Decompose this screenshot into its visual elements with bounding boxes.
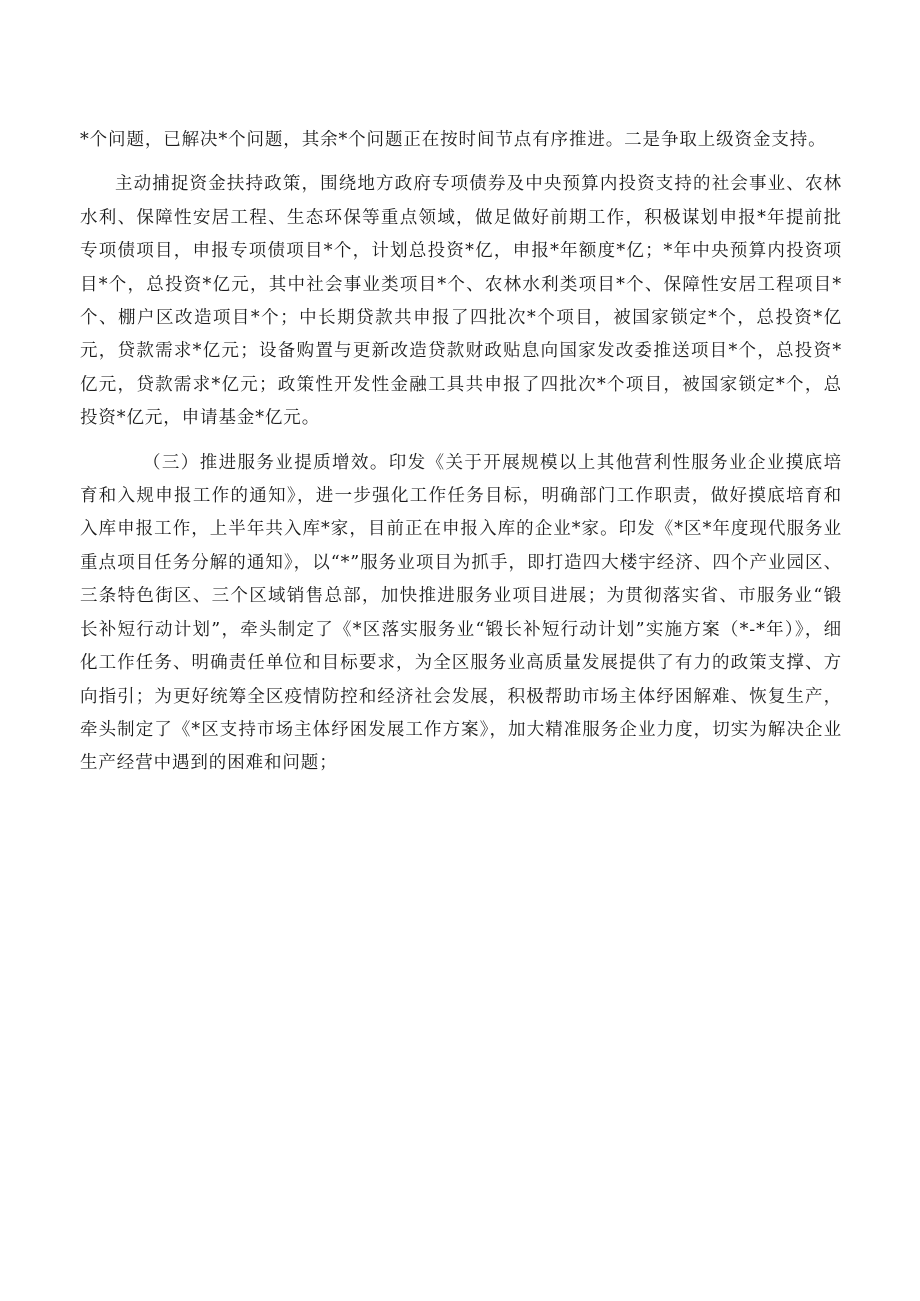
paragraph-continuation: *个问题，已解决*个问题，其余*个问题正在按时间节点有序推进。二是争取上级资金支持。 <box>80 130 827 150</box>
paragraph-funding-policy: 主动捕捉资金扶持政策，围绕地方政府专项债券及中央预算内投资支持的社会事业、农林水利、保障性安居工程、生态环保等重点领域，做足做好前期工作，积极谋划申报*年提前批专项债项目，申报专项债项目*个，计划总投资*亿，申报*年额度*亿；*年中央预算内投资项目*个，总投资*亿元，其中社会事业类项目*个、农林水利类项目*个、保障性安居工程项目*个、棚户区改造项目*个；中长期贷款共申报了四批次*个项目，被国家锁定*个，总投资*亿元，贷款需求*亿元；设备购置与更新改造贷款财政贴息向国家发改委推送项目*个，总投资*亿元，贷款需求*亿元；政策性开发性金融工具共申报了四批次*个项目，被国家锁定*个，总投资*亿元，申请基金*亿元。 <box>80 174 842 429</box>
paragraph-service-industry: （三）推进服务业提质增效。印发《关于开展规模以上其他营利性服务业企业摸底培育和入规申报工作的通知》，进一步强化工作任务目标，明确部门工作职责，做好摸底培育和入库申报工作，上半年共入库*家，目前正在申报入库的企业*家。印发《*区*年度现代服务业重点项目任务分解的通知》，以“*”服务业项目为抓手，即打造四大楼宇经济、四个产业园区、三条特色街区、三个区域销售总部，加快推进服务业项目进展；为贯彻落实省、市服务业“锻长补短行动计划”，牵头制定了《*区落实服务业“锻长补短行动计划”实施方案（*-*年）》，细化工作任务、明确责任单位和目标要求，为全区服务业高质量发展提供了有力的政策支撑、方向指引；为更好统筹全区疫情防控和经济社会发展，积极帮助市场主体纾困解难、恢复生产，牵头制定了《*区支持市场主体纾困发展工作方案》，加大精准服务企业力度，切实为解决企业生产经营中遇到的困难和问题； <box>80 452 842 774</box>
document-page <box>80 124 842 781</box>
